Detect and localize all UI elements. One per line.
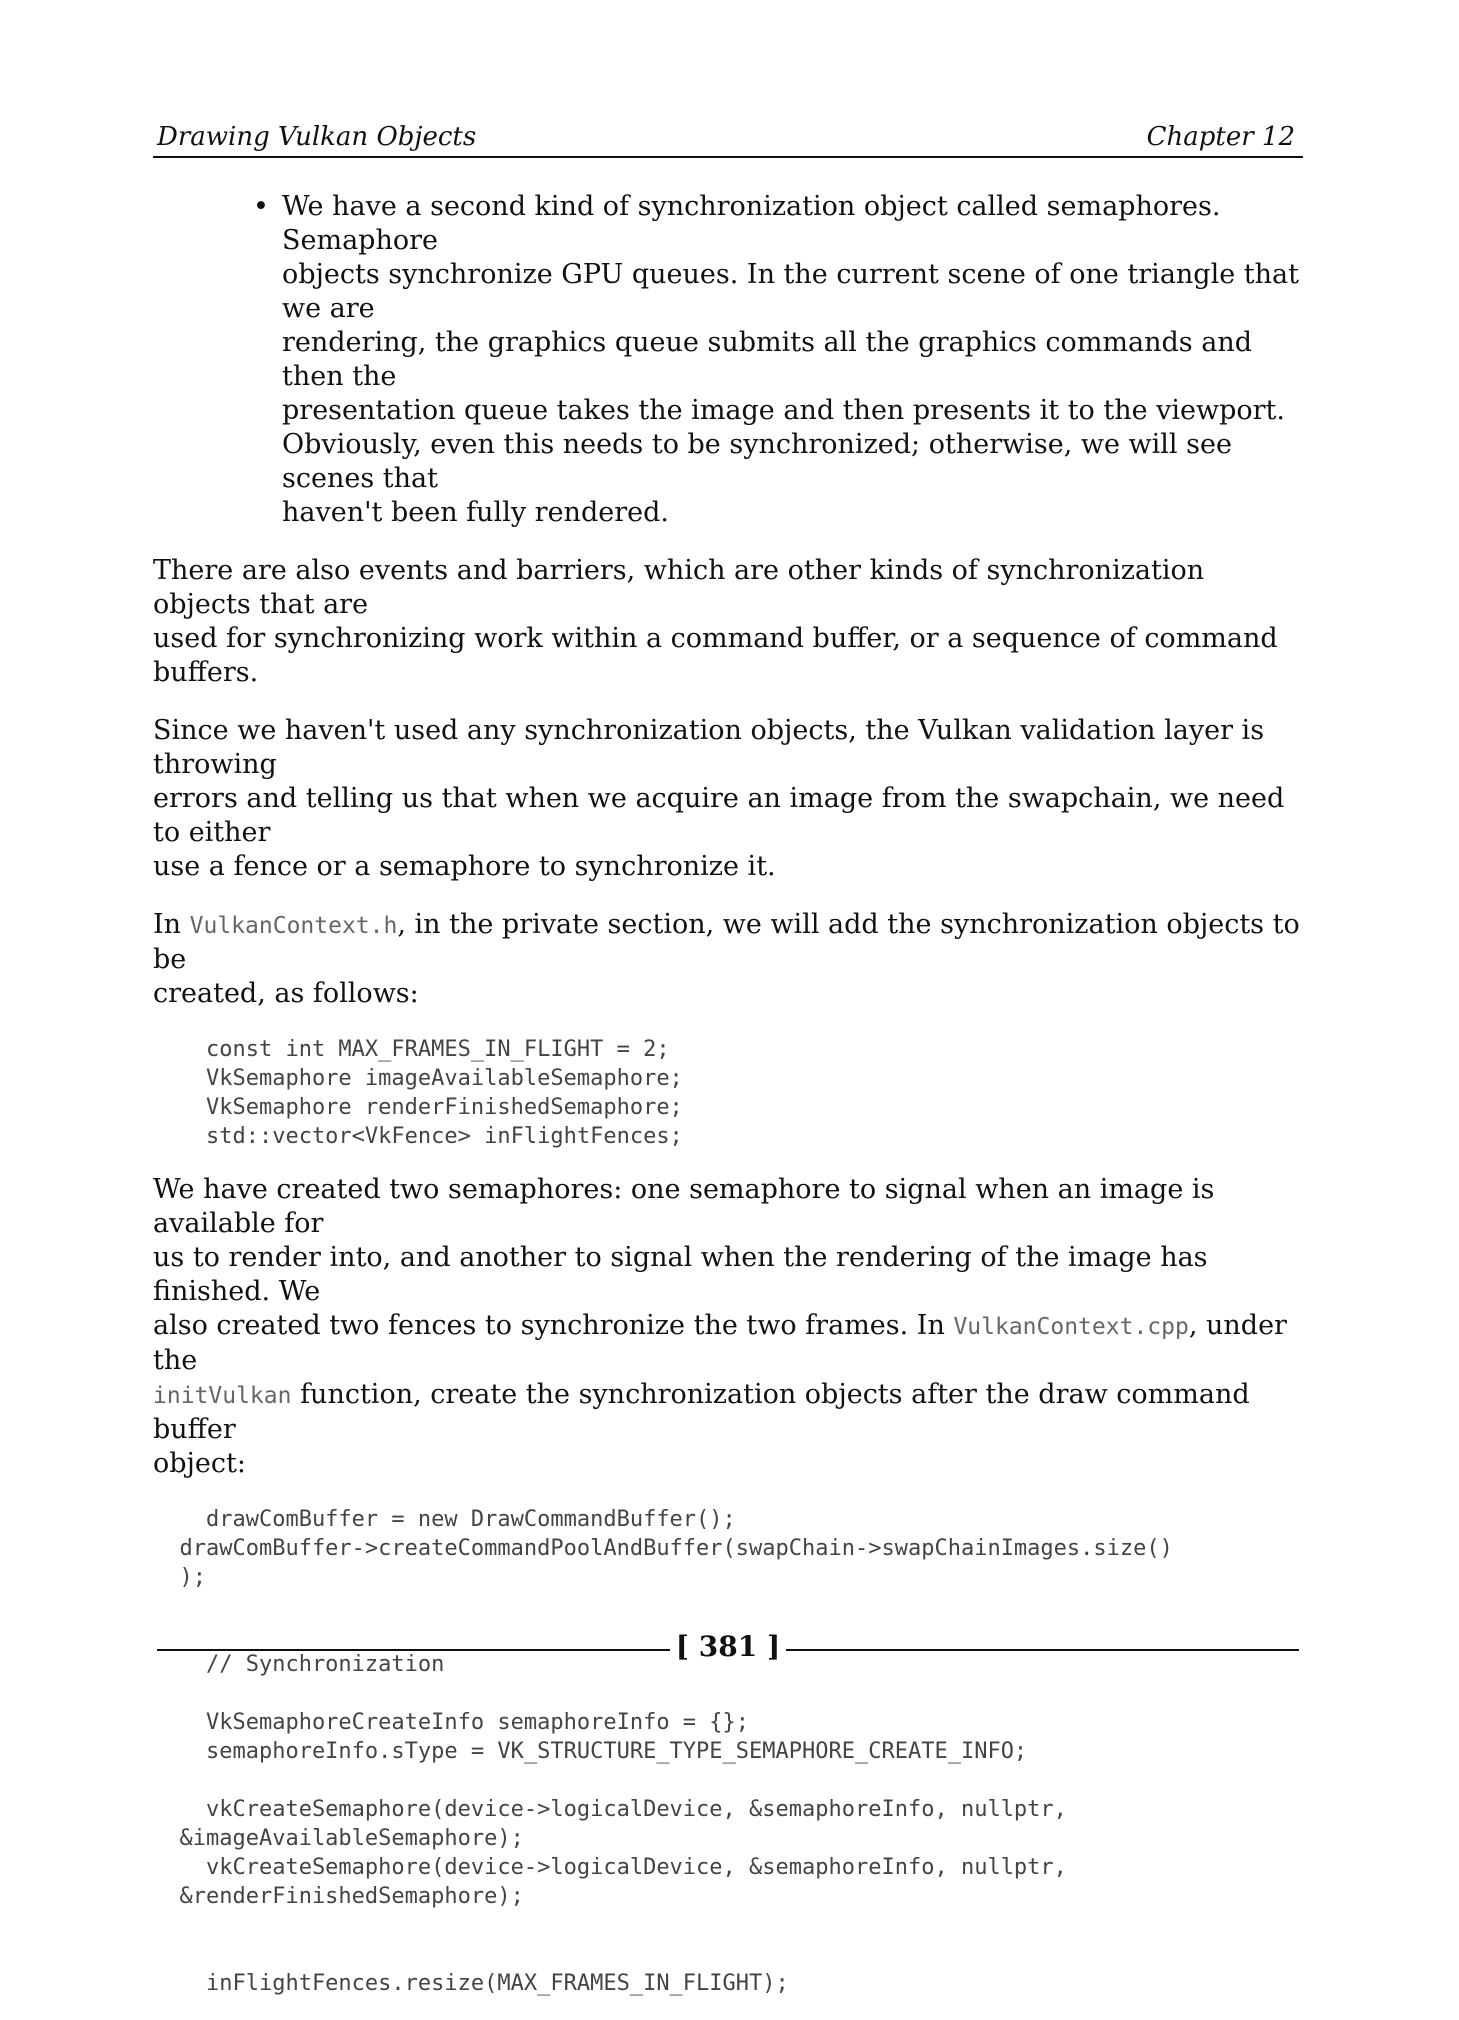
bullet-icon: • (253, 191, 269, 222)
code-block-declarations: const int MAX_FRAMES_IN_FLIGHT = 2; VkSemaphore imageAvailableSemaphore; VkSemaphore renderFinishedSemaphore; std::vector<VkFence> inFlightFences; (205, 1037, 683, 1149)
page-content (153, 190, 1303, 2020)
paragraph-text: , in the private section, we will add the synchronization objects to be (153, 909, 1300, 975)
bullet-line: We have a second kind of synchronization object called semaphores. Semaphore (282, 191, 1221, 256)
bullet-line: Obviously, even this needs to be synchronized; otherwise, we will see scenes that (282, 429, 1232, 494)
paragraph-header-file (153, 908, 1303, 1011)
bullet-line: objects synchronize GPU queues. In the current scene of one triangle that we are (282, 259, 1299, 324)
footer-rule-right (786, 1649, 1299, 1651)
paragraph-line: use a fence or a semaphore to synchronize it. (153, 851, 776, 882)
paragraph-semaphores-created (153, 1173, 1303, 1481)
bullet-line: rendering, the graphics queue submits all the graphics commands and then the (282, 327, 1252, 392)
paragraph-validation-errors (153, 714, 1303, 884)
paragraph-line: errors and telling us that when we acquire an image from the swapchain, we need to either (153, 783, 1285, 848)
code-block-synchronization: drawComBuffer = new DrawCommandBuffer(); drawComBuffer->createCommandPoolAndBuffer(swapChain->swapChainImages.size() ); // Synchronization VkSemaphoreCreateInfo semaphoreInfo = {}; semaphoreInfo.sType = VK_STRUCTURE_TYPE_SEMAPHORE_CREATE_INFO; vkCreateSemaphore(device->logicalDevice, &semaphoreInfo, nullptr, &imageAvailableSemaphore); vkCreateSemaphore(device->logicalDevice, &semaphoreInfo, nullptr, &renderFinishedSemaphore); inFlightFences.resize(MAX_FRAMES_IN_FLIGHT); (179, 1507, 1173, 1996)
header-chapter: Chapter 12 (1146, 122, 1295, 152)
paragraph-line: used for synchronizing work within a command buffer, or a sequence of command buffers. (153, 623, 1278, 688)
running-header (153, 118, 1303, 158)
page-footer (153, 1630, 1303, 1670)
bullet-line: haven't been fully rendered. (282, 497, 669, 528)
page-number: [ 381 ] (675, 1630, 781, 1663)
bullet-list (153, 190, 1303, 530)
paragraph-text: We have created two semaphores: one semaphore to signal when an image is available for (153, 1174, 1215, 1239)
paragraph-text: In (153, 909, 190, 940)
bullet-line: presentation queue takes the image and then presents it to the viewport. (282, 395, 1285, 426)
paragraph-text: us to render into, and another to signal when the rendering of the image has finished. We (153, 1242, 1208, 1307)
paragraph-text: object: (153, 1448, 246, 1479)
bullet-item-semaphores (153, 190, 1303, 530)
paragraph-line: Since we haven't used any synchronization objects, the Vulkan validation layer is throwing (153, 715, 1265, 780)
paragraph-text: also created two fences to synchronize the two frames. In (153, 1310, 954, 1341)
paragraph-text: , under the (153, 1310, 1287, 1376)
inline-code-filename: VulkanContext.cpp (953, 1314, 1189, 1340)
paragraph-text: function, create the synchronization objects after the draw command buffer (153, 1379, 1250, 1445)
paragraph-text: created, as follows: (153, 978, 419, 1009)
paragraph-line: There are also events and barriers, which are other kinds of synchronization objects that are (153, 555, 1205, 620)
inline-code-function: initVulkan (153, 1383, 292, 1409)
header-book-section: Drawing Vulkan Objects (157, 122, 477, 152)
paragraph-events-barriers (153, 554, 1303, 690)
inline-code-filename: VulkanContext.h (189, 913, 398, 939)
